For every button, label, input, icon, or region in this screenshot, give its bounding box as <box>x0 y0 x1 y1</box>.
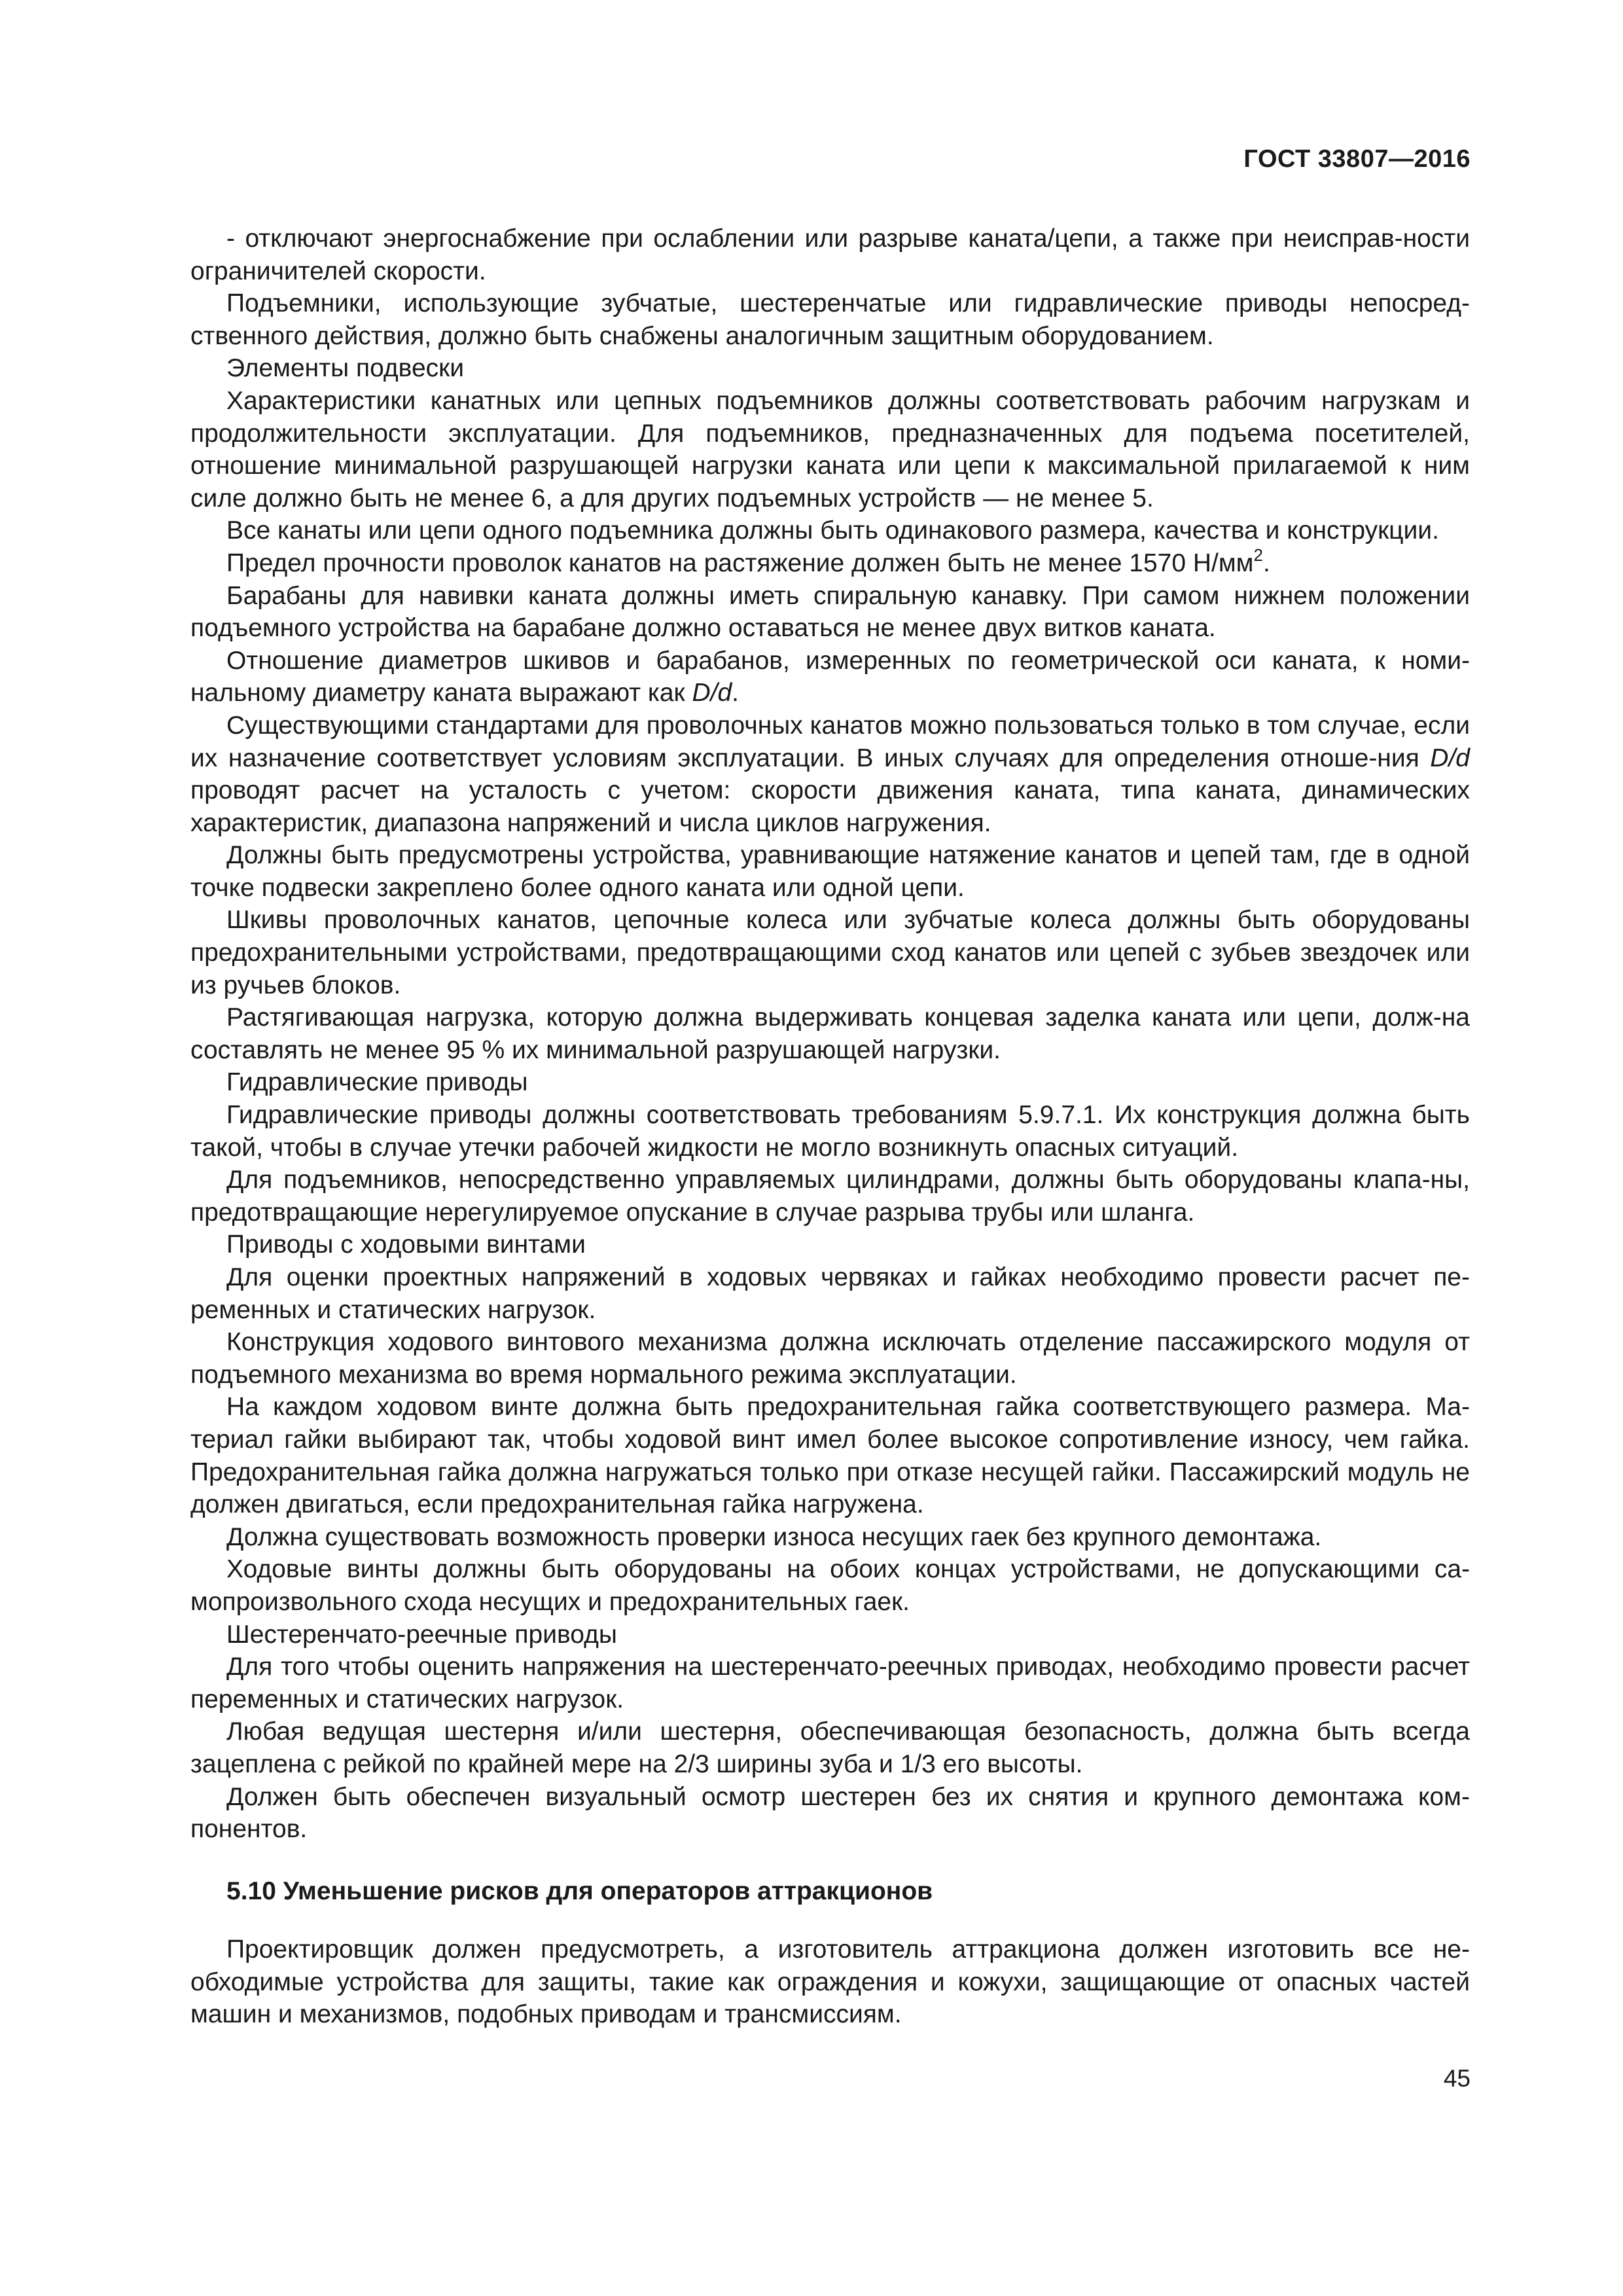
paragraph: Конструкция ходового винтового механизма должна исключать отделение пассажирского модуля от подъемного механизма во время нормального режима эксплуатации. <box>190 1328 1470 1389</box>
paragraph: Для подъемников, непосредственно управляемых цилиндрами, должны быть оборудованы клапа-ны, предотвращающие нерегулируемое опускание в случае разрыва трубы или шланга. <box>190 1166 1470 1227</box>
paragraph-strength <box>190 547 1470 580</box>
standards-tail: проводят расчет на усталость с учетом: скорости движения каната, типа каната, динамических характеристик, диапазона напряжений и числа циклов нагружения. <box>190 776 1470 837</box>
strength-tail: . <box>1262 548 1270 577</box>
paragraph: Подъемники, использующие зубчатые, шестеренчатые или гидравлические приводы непосред-ственного действия, должно быть снабжены аналогичным защитным оборудованием. <box>190 289 1470 350</box>
paragraph: Любая ведущая шестерня и/или шестерня, обеспечивающая безопасность, должна быть всегда зацеплена с рейкой по крайней мере на 2/3 ширины зуба и 1/3 его высоты. <box>190 1717 1470 1778</box>
paragraph: Шкивы проволочных канатов, цепочные колеса или зубчатые колеса должны быть оборудованы предохранительными устройствами, предотвращающими сход канатов или цепей с зубьев звездочек или из ручьев блоков. <box>190 906 1470 999</box>
section-heading: 5.10 Уменьшение рисков для операторов аттракционов <box>226 1876 933 1905</box>
paragraph: - отключают энергоснабжение при ослаблении или разрыве каната/цепи, а также при неисправ-ности ограничителей скорости. <box>190 224 1470 285</box>
subheading-rack-pinion: Шестеренчато-реечные приводы <box>226 1620 617 1649</box>
paragraph: Для оценки проектных напряжений в ходовых червяках и гайках необходимо провести расчет пе-ременных и статических нагрузок. <box>190 1263 1470 1324</box>
section-paragraph: Проектировщик должен предусмотреть, а изготовитель аттракциона должен изготовить все не-обходимые устройства для защиты, такие как ограждения и кожухи, защищающие от опасных частей машин и механизмов, подобных приводам и трансмиссиям. <box>190 1935 1470 2029</box>
paragraph: Характеристики канатных или цепных подъемников должны соответствовать рабочим нагрузкам и продолжительности эксплуатации. Для подъемников, предназначенных для подъема посетителей, отношение минимальной разрушающей нагрузки каната или цепи к максимальной прилагаемой к ним силе должно быть не менее 6, а для других подъемных устройств — не менее 5. <box>190 386 1470 512</box>
document-header: ГОСТ 33807—2016 <box>1243 145 1471 173</box>
ratio-tail: . <box>732 679 739 708</box>
paragraph: Ходовые винты должны быть оборудованы на обоих концах устройствами, не допускающими са-мопроизвольного схода несущих и предохранительных гаек. <box>190 1555 1470 1616</box>
document-body <box>190 223 1470 2031</box>
standards-text: Существующими стандартами для проволочных канатов можно пользоваться только в том случае, если их назначение соответствует условиям эксплуатации. В иных случаях для определения отноше-ния <box>190 711 1470 772</box>
paragraph: Гидравлические приводы должны соответствовать требованиям 5.9.7.1. Их конструкция должна быть такой, чтобы в случае утечки рабочей жидкости не могло возникнуть опасных ситуаций. <box>190 1101 1470 1162</box>
strength-text: Предел прочности проволок канатов на растяжение должен быть не менее 1570 Н/мм <box>226 548 1254 577</box>
paragraph: Для того чтобы оценить напряжения на шестеренчато-реечных приводах, необходимо провести расчет переменных и статических нагрузок. <box>190 1653 1470 1713</box>
paragraph: Растягивающая нагрузка, которую должна выдерживать концевая заделка каната или цепи, долж-на составлять не менее 95 % их минимальной разрушающей нагрузки. <box>190 1003 1470 1064</box>
paragraph: Должна существовать возможность проверки износа несущих гаек без крупного демонтажа. <box>226 1522 1322 1551</box>
paragraph: Все канаты или цепи одного подъемника должны быть одинакового размера, качества и конструкции. <box>226 516 1439 545</box>
paragraph: На каждом ходовом винте должна быть предохранительная гайка соответствующего размера. Ма-териал гайки выбирают так, чтобы ходовой винт имел более высокое сопротивление износу, чем гайка. Предохранительная гайка должна нагружаться только при отказе несущей гайки. Пассажирский модуль не должен двигаться, если предохранительная гайка нагружена. <box>190 1393 1470 1519</box>
standards-symbol: D/d <box>1430 744 1470 772</box>
paragraph: Барабаны для навивки каната должны иметь спиральную канавку. При самом нижнем положении подъемного устройства на барабане должно оставаться не менее двух витков каната. <box>190 581 1470 643</box>
subheading-hydraulic: Гидравлические приводы <box>226 1068 528 1097</box>
ratio-symbol: D/d <box>692 679 732 708</box>
paragraph: Должны быть предусмотрены устройства, уравнивающие натяжение канатов и цепей там, где в одной точке подвески закреплено более одного каната или одной цепи. <box>190 841 1470 902</box>
subheading-screw-drives: Приводы с ходовыми винтами <box>226 1230 586 1259</box>
paragraph-standards <box>190 709 1470 839</box>
paragraph: Должен быть обеспечен визуальный осмотр шестерен без их снятия и крупного демонтажа ком-понентов. <box>190 1782 1470 1844</box>
ratio-text: Отношение диаметров шкивов и барабанов, измеренных по геометрической оси каната, к номи-нальному диаметру каната выражают как <box>190 646 1470 708</box>
page-number: 45 <box>1443 2065 1471 2092</box>
subheading-suspension: Элементы подвески <box>226 354 464 383</box>
strength-superscript: 2 <box>1253 545 1263 565</box>
paragraph-ratio <box>190 645 1470 709</box>
